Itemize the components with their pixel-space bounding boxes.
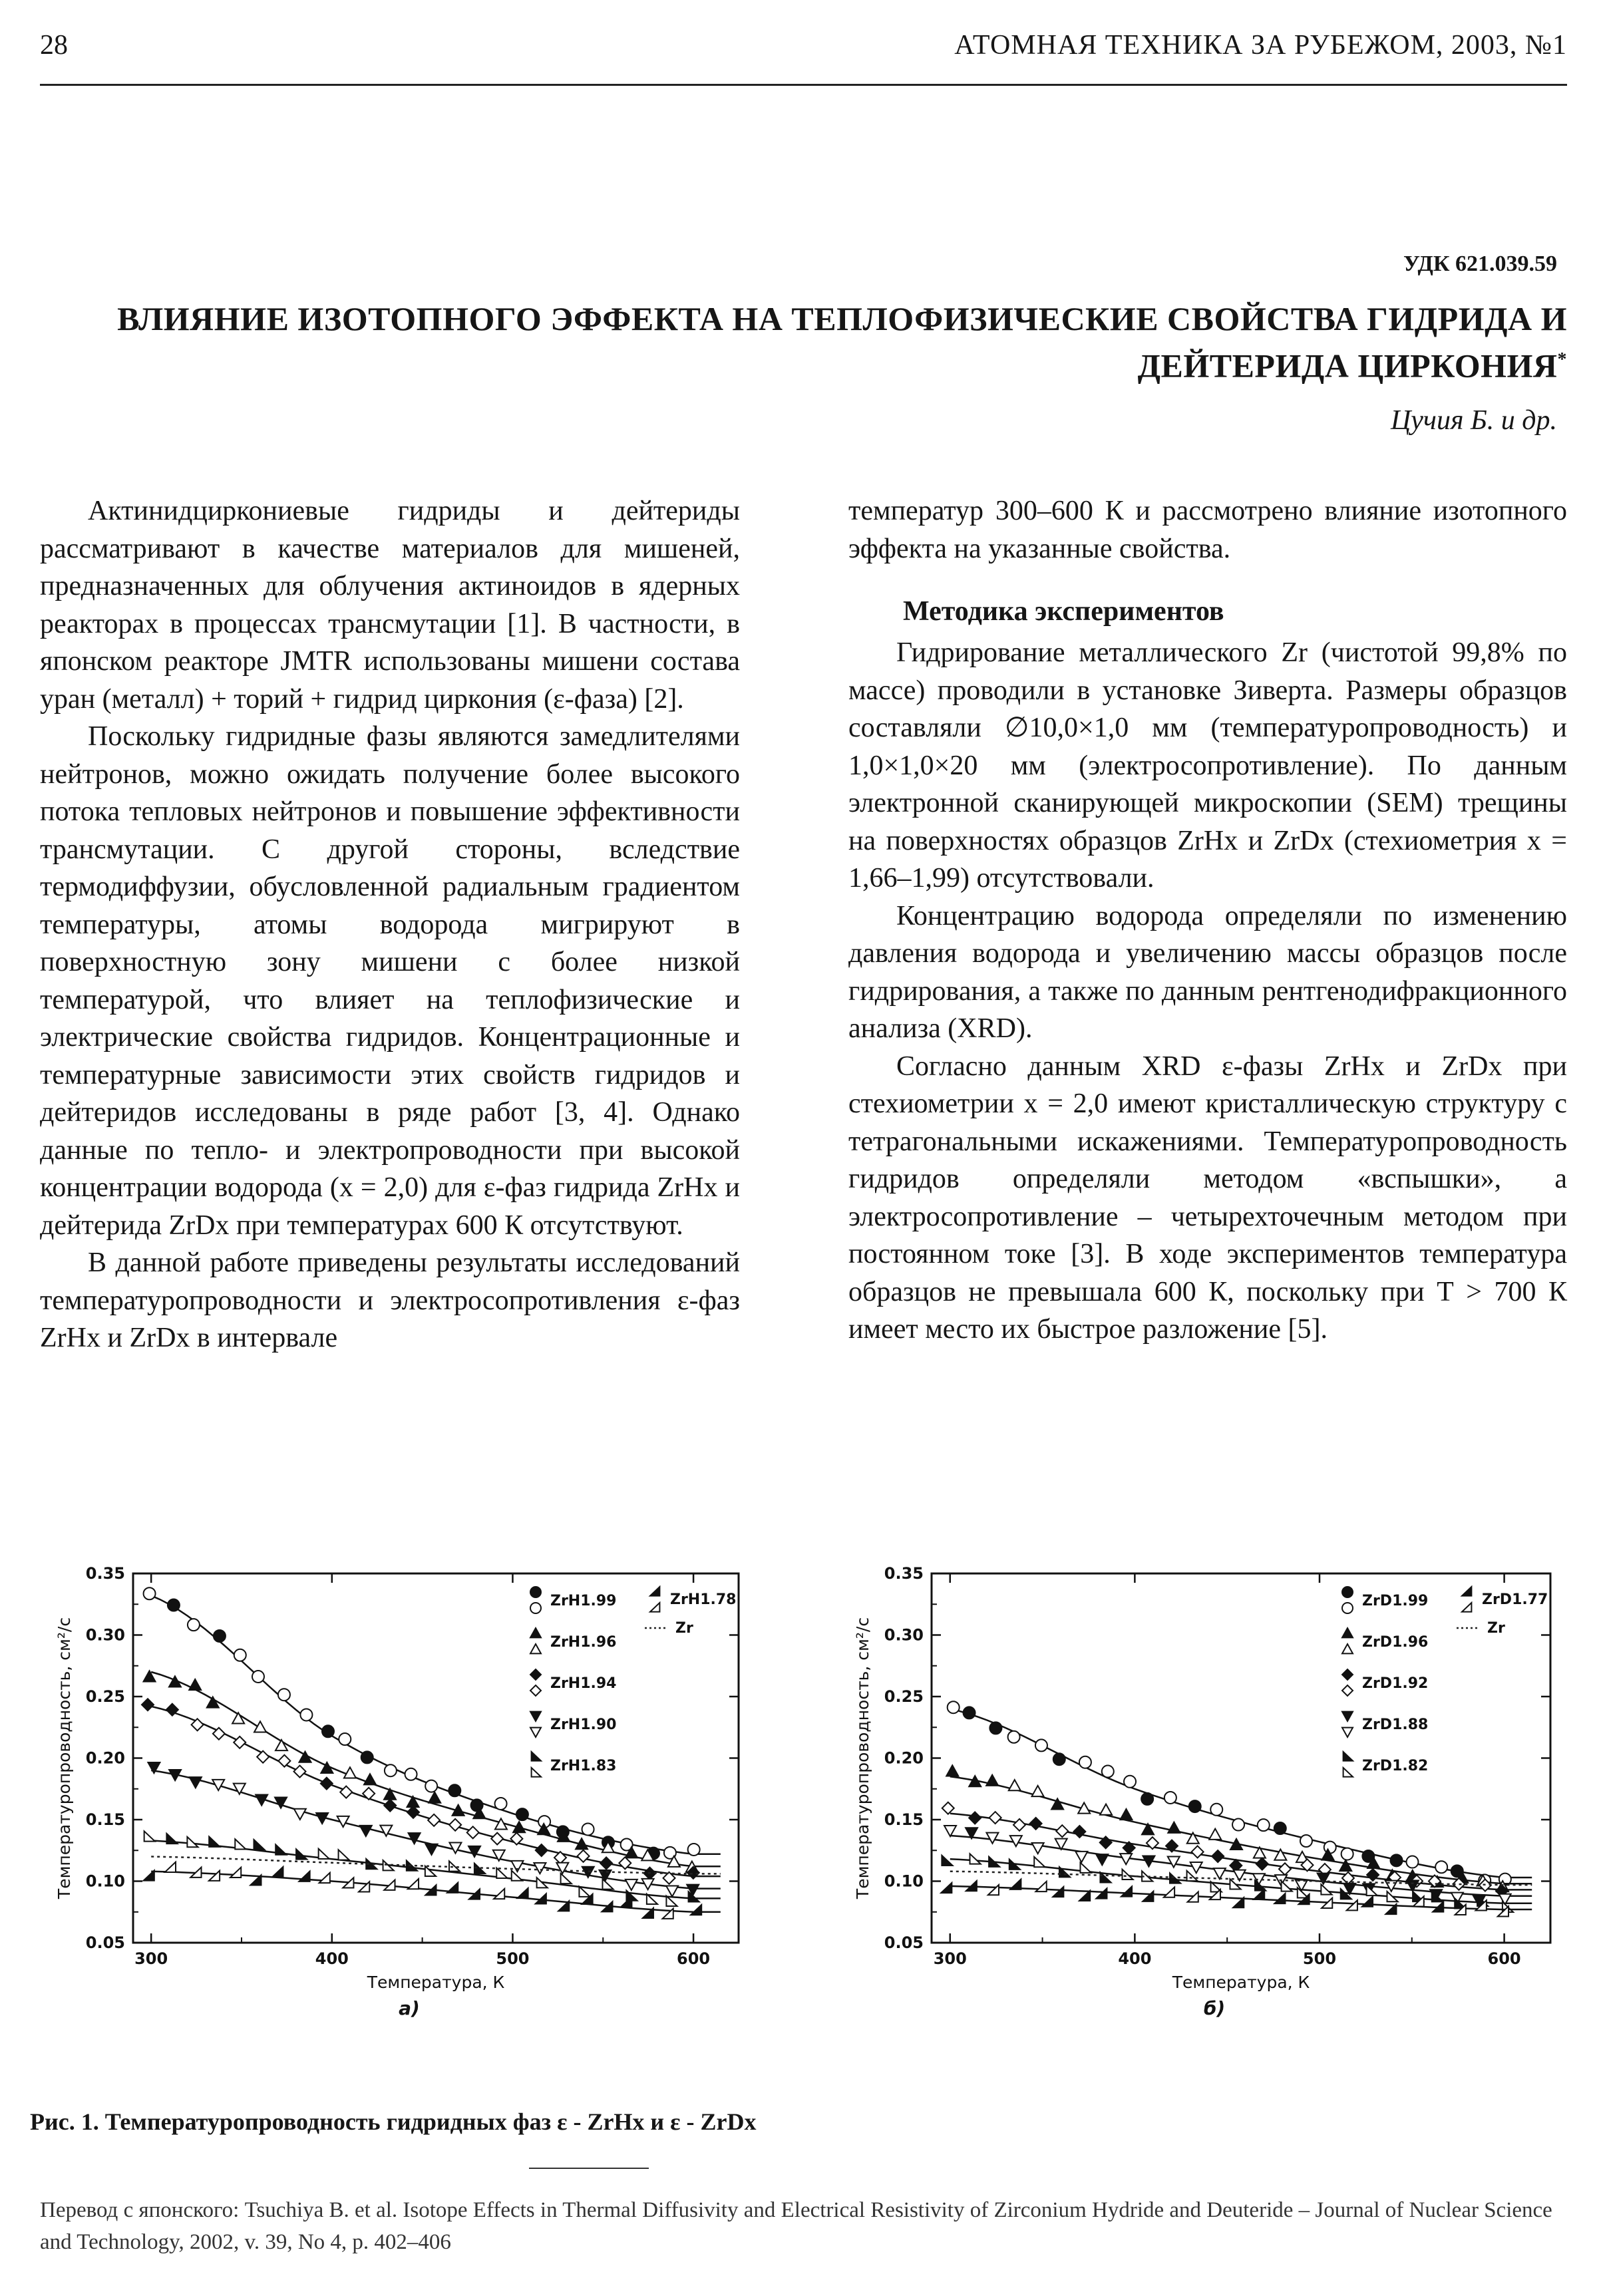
data-point <box>1032 1843 1044 1854</box>
legend-marker <box>1342 1685 1353 1696</box>
data-point <box>986 1775 998 1786</box>
legend-marker <box>1343 1768 1353 1777</box>
y-tick-label: 0.20 <box>884 1748 924 1768</box>
legend-label: ZrD1.99 <box>1362 1593 1429 1609</box>
legend-label: ZrH1.90 <box>550 1717 617 1733</box>
legend-marker <box>650 1587 659 1596</box>
figure-caption: Рис. 1. Температуропроводность гидридных фаз ε - ZrHx и ε - ZrDx <box>30 2108 757 2135</box>
data-point <box>1102 1766 1114 1778</box>
data-point <box>299 1872 309 1882</box>
data-point <box>1164 1792 1176 1804</box>
legend-label: Zr <box>1487 1620 1505 1637</box>
data-point <box>1341 1848 1353 1860</box>
data-point <box>1188 1891 1198 1901</box>
data-point <box>944 1826 956 1836</box>
data-point <box>986 1833 998 1844</box>
data-point <box>1096 1854 1108 1865</box>
series-points <box>144 1862 702 1919</box>
data-point <box>408 1879 419 1889</box>
data-point <box>385 1764 397 1776</box>
data-point <box>1032 1786 1044 1796</box>
data-point <box>491 1833 503 1845</box>
data-point <box>1030 1818 1042 1830</box>
data-point <box>1035 1739 1047 1751</box>
data-point <box>1143 1891 1153 1901</box>
data-point <box>257 1751 269 1763</box>
data-point <box>275 1844 286 1854</box>
legend-marker <box>530 1712 541 1721</box>
y-tick-label: 0.20 <box>85 1748 125 1768</box>
data-point <box>384 1789 396 1800</box>
legend-marker <box>1342 1603 1353 1613</box>
data-point <box>1056 1825 1068 1837</box>
data-point <box>964 1707 976 1719</box>
data-point <box>517 1888 528 1898</box>
series-points <box>946 1765 1508 1891</box>
udc-code: УДК 621.039.59 <box>1403 251 1557 276</box>
data-point <box>496 1868 507 1878</box>
data-point <box>319 1873 330 1883</box>
paragraph: Концентрацию водорода определяли по изменению давления водорода и увеличению массы образцов после гидрирования, а также по данным рентгенодифракционного анализа (XRD). <box>848 900 1567 1044</box>
data-point <box>235 1839 246 1849</box>
data-point <box>988 1885 999 1895</box>
data-point <box>467 1826 479 1838</box>
data-point <box>322 1725 334 1737</box>
data-point <box>1300 1835 1312 1847</box>
data-point <box>300 1709 312 1721</box>
y-axis-label: Температуропроводность, см²/с <box>55 1617 74 1899</box>
data-point <box>426 1844 438 1855</box>
data-point <box>1053 1753 1065 1765</box>
legend <box>1342 1587 1548 1777</box>
data-point <box>339 1733 351 1745</box>
data-point <box>425 1866 436 1876</box>
data-point <box>948 1701 960 1713</box>
data-point <box>536 1844 548 1856</box>
y-tick-label: 0.15 <box>85 1810 125 1829</box>
data-point <box>1141 1793 1153 1805</box>
legend-marker <box>530 1587 541 1597</box>
data-point <box>1274 1822 1286 1834</box>
legend-label: ZrH1.99 <box>550 1593 617 1609</box>
legend-marker <box>532 1752 541 1761</box>
data-point <box>165 1862 176 1872</box>
y-tick-label: 0.05 <box>884 1933 924 1952</box>
data-point <box>1009 1780 1021 1790</box>
data-point <box>970 1854 981 1864</box>
data-point <box>1339 1860 1351 1871</box>
data-point <box>429 1792 441 1803</box>
data-point <box>1120 1809 1132 1820</box>
data-point <box>1435 1861 1447 1873</box>
chart-zrh <box>27 1560 759 2019</box>
x-tick-label: 600 <box>677 1949 711 1968</box>
data-point <box>1010 1880 1021 1889</box>
title-line-1: ВЛИЯНИЕ ИЗОТОПНОГО ЭФФЕКТА НА ТЕПЛОФИЗИЧЕСКИЕ СВОЙСТВА ГИДРИДА И <box>117 300 1567 337</box>
panel-label: б) <box>1203 1997 1226 2019</box>
legend-marker <box>1342 1712 1353 1721</box>
data-point <box>946 1765 958 1776</box>
data-point <box>582 1823 594 1835</box>
data-point <box>209 1837 220 1847</box>
data-point <box>602 1901 612 1911</box>
section-heading: Методика экспериментов <box>903 596 1224 627</box>
data-point <box>691 1905 701 1915</box>
article-title <box>67 298 1567 387</box>
paragraph: Гидрирование металлического Zr (чистотой 99,8% по массе) проводили в установке Зиверта. Размеры образцов составляли ∅10,0×1,0 мм (температуропроводность) и 1,0×1,0×20 мм (электросопротивление). По данным электронной сканирующей микроскопии (SEM) трещины на поверхностях образцов ZrHx и ZrDx (стехиометрия x = 1,66–1,99) отсутствовали. <box>848 637 1567 894</box>
data-point <box>602 1879 613 1889</box>
y-tick-label: 0.25 <box>884 1687 924 1706</box>
legend-marker <box>1462 1603 1471 1612</box>
data-point <box>942 1856 952 1866</box>
data-point <box>168 1599 180 1611</box>
y-tick-label: 0.30 <box>884 1625 924 1645</box>
data-point <box>234 1649 246 1661</box>
chart-zrd <box>825 1560 1570 2019</box>
data-point <box>449 1819 461 1831</box>
data-point <box>234 1736 246 1748</box>
legend-marker <box>1462 1587 1471 1596</box>
legend-marker <box>1342 1628 1353 1637</box>
data-point <box>495 1798 507 1810</box>
data-point <box>1079 1756 1091 1768</box>
legend-label: ZrD1.92 <box>1362 1675 1429 1692</box>
data-point <box>1189 1800 1201 1812</box>
y-tick-label: 0.35 <box>884 1564 924 1583</box>
legend-marker <box>650 1603 659 1612</box>
data-point <box>296 1849 307 1859</box>
legend-label: ZrH1.96 <box>550 1634 617 1651</box>
data-point <box>407 1806 419 1818</box>
data-point <box>144 1870 154 1880</box>
data-point <box>1100 1804 1112 1815</box>
legend-marker <box>530 1728 541 1737</box>
legend-label: ZrD1.96 <box>1362 1634 1429 1651</box>
data-point <box>561 1874 572 1884</box>
legend-marker <box>530 1669 541 1680</box>
legend-label: ZrD1.88 <box>1362 1717 1429 1733</box>
data-point <box>1013 1819 1025 1831</box>
legend-label: ZrD1.77 <box>1482 1591 1548 1608</box>
data-point <box>1212 1850 1224 1862</box>
data-point <box>254 1840 264 1850</box>
legend-marker <box>1342 1587 1353 1597</box>
paragraph: Согласно данным XRD ε-фазы ZrHx и ZrDx при стехиометрии x = 2,0 имеют кристаллическую структуру с тетрагональными искажениями. Температуропроводность гидридов определяли методом «вспышки», а электросопротивление – четырехточечным методом при постоянном токе [3]. В ходе экспериментов температура образцов не превышала 600 К, поскольку при Т > 700 К имеет место их быстрое разложение [5]. <box>848 1051 1567 1345</box>
legend-marker <box>1342 1728 1353 1737</box>
data-point <box>1324 1842 1336 1854</box>
data-point <box>578 1850 590 1862</box>
data-point <box>666 1886 678 1896</box>
data-point <box>942 1802 954 1814</box>
series-points <box>942 1854 1513 1912</box>
data-point <box>1232 1819 1244 1831</box>
data-point <box>209 1871 220 1881</box>
title-line-2: ДЕЙТЕРИДА ЦИРКОНИЯ <box>1137 347 1558 385</box>
data-point <box>688 1844 700 1856</box>
legend-label: ZrD1.82 <box>1362 1758 1429 1774</box>
data-point <box>428 1814 440 1826</box>
data-point <box>232 1713 244 1723</box>
data-point <box>600 1857 612 1869</box>
page-header <box>40 24 1567 86</box>
data-point <box>384 1800 396 1812</box>
data-point <box>187 1837 198 1847</box>
data-point <box>511 1861 523 1872</box>
legend-label: ZrH1.94 <box>550 1675 617 1692</box>
x-tick-label: 400 <box>315 1949 349 1968</box>
data-point <box>361 1751 373 1763</box>
data-point <box>294 1809 306 1820</box>
data-point <box>1214 1868 1226 1879</box>
x-tick-label: 600 <box>1487 1949 1521 1968</box>
data-point <box>144 1587 156 1599</box>
data-point <box>1258 1819 1270 1831</box>
data-point <box>1209 1829 1221 1840</box>
data-point <box>189 1679 201 1690</box>
data-point <box>1168 1857 1180 1868</box>
body-column-right <box>848 492 1567 1349</box>
data-point <box>1347 1900 1357 1910</box>
data-point <box>989 1722 1001 1734</box>
data-point <box>1080 1863 1091 1873</box>
y-axis-label: Температуропроводность, см²/с <box>853 1617 872 1899</box>
data-point <box>190 1777 202 1788</box>
data-point <box>1079 1891 1090 1901</box>
footnote: Перевод с японского: Tsuchiya B. et al. Isotope Effects in Thermal Diffusivity and Electrical Resistivity of Zirconium Hydride and Deuteride – Journal of Nuclear Science and Technology, 2002, v. 39, No 4, p. 402–406 <box>40 2198 1552 2254</box>
paragraph: Актинидциркониевые гидриды и дейтериды рассматривают в качестве материалов для мишеней, предназначенных для облучения актиноидов в ядерных реакторах в процессах трансмутации [1]. В частности, в японском реакторе JMTR использованы мишени состава уран (металл) + торий + гидрид циркония (ε-фаза) [2]. <box>40 496 740 715</box>
paragraph: В данной работе приведены результаты исследований температуропроводности и электросопротивления ε-фаз ZrHx и ZrDx в интервале <box>40 1247 740 1353</box>
footnote-divider <box>529 2168 649 2169</box>
title-footnote-mark: * <box>1557 349 1567 370</box>
data-point <box>278 1689 290 1701</box>
data-point <box>1124 1776 1136 1788</box>
legend-label: ZrH1.78 <box>670 1591 737 1608</box>
x-tick-label: 500 <box>1302 1949 1337 1968</box>
data-point <box>405 1768 417 1780</box>
data-point <box>364 1774 376 1784</box>
data-point <box>1164 1887 1174 1897</box>
data-point <box>230 1868 241 1878</box>
page-number: 28 <box>40 30 68 61</box>
y-tick-label: 0.25 <box>85 1687 125 1706</box>
legend <box>530 1587 737 1777</box>
data-point <box>1122 1870 1133 1880</box>
data-point <box>344 1767 356 1778</box>
x-tick-label: 300 <box>134 1949 168 1968</box>
y-tick-label: 0.10 <box>85 1872 125 1891</box>
data-point <box>1053 1887 1063 1897</box>
data-point <box>510 1833 522 1845</box>
data-point <box>494 1889 504 1899</box>
data-point <box>447 1883 458 1893</box>
legend-marker <box>530 1685 541 1696</box>
legend-marker <box>530 1628 541 1637</box>
data-point <box>1034 1857 1045 1867</box>
data-point <box>448 1784 460 1796</box>
data-point <box>1256 1858 1268 1870</box>
data-point <box>969 1812 981 1824</box>
legend-marker <box>1342 1644 1353 1653</box>
fit-curve <box>151 1672 721 1866</box>
data-point <box>1192 1846 1204 1858</box>
chart-zrd-svg <box>825 1560 1570 2019</box>
legend-marker <box>1342 1669 1353 1680</box>
data-point <box>1168 1822 1180 1833</box>
paragraph: температур 300–600 К и рассмотрено влияние изотопного эффекта на указанные свойства. <box>848 496 1567 564</box>
data-point <box>188 1619 200 1631</box>
y-tick-label: 0.10 <box>884 1872 924 1891</box>
y-tick-label: 0.15 <box>884 1810 924 1829</box>
data-point <box>214 1630 226 1642</box>
x-tick-label: 500 <box>496 1949 530 1968</box>
authors: Цучия Б. и др. <box>1390 405 1557 436</box>
data-point <box>340 1786 352 1798</box>
data-point <box>941 1883 952 1893</box>
y-tick-label: 0.05 <box>85 1933 125 1952</box>
x-tick-label: 300 <box>933 1949 967 1968</box>
data-point <box>1362 1896 1373 1906</box>
legend-marker <box>1343 1752 1353 1761</box>
paragraph: Поскольку гидридные фазы являются замедлителями нейтронов, можно ожидать получение более высокого потока тепловых нейтронов и повышение эффективности трансмутации. С другой стороны, вследствие термодиффузии, обусловленной радиальным градиентом температуры, атомы водорода мигрируют в поверхностную зону мишени с более низкой температурой, что влияет на теплофизические и электрические свойства гидридов. Концентрационные и температурные зависимости этих свойств гидридов и дейтеридов исследованы в ряде работ [3, 4]. Однако данные по тепло- и электропроводности при высокой концентрации водорода (x = 2,0) для ε-фаз гидрида ZrHx и дейтерида ZrDx при температурах 600 К отсутствуют. <box>40 721 740 1241</box>
y-tick-label: 0.30 <box>85 1625 125 1645</box>
x-tick-label: 400 <box>1118 1949 1152 1968</box>
data-point <box>1210 1804 1222 1816</box>
data-point <box>625 1880 637 1890</box>
legend-label: ZrH1.83 <box>550 1758 617 1774</box>
body-column-left <box>40 492 740 1357</box>
journal-title: АТОМНАЯ ТЕХНИКА ЗА РУБЕЖОМ, 2003, №1 <box>954 30 1567 61</box>
data-point <box>1274 1893 1285 1903</box>
data-point <box>534 1863 546 1874</box>
y-tick-label: 0.35 <box>85 1564 125 1583</box>
data-point <box>254 1721 266 1732</box>
data-point <box>166 1834 177 1844</box>
chart-zrh-svg <box>27 1560 759 2019</box>
data-point <box>1391 1854 1403 1866</box>
data-point <box>516 1808 528 1820</box>
data-point <box>142 1699 154 1711</box>
data-point <box>1008 1731 1020 1743</box>
legend-marker <box>530 1603 541 1613</box>
x-axis-label: Температура, К <box>1172 1973 1310 1992</box>
data-point <box>360 1826 372 1836</box>
data-point <box>321 1778 333 1790</box>
data-point <box>252 1671 264 1683</box>
data-point <box>1406 1856 1418 1868</box>
x-axis-label: Температура, К <box>367 1973 505 1992</box>
data-point <box>1321 1884 1331 1894</box>
data-point <box>1036 1882 1047 1891</box>
data-point <box>144 1831 155 1841</box>
data-point <box>1096 1888 1107 1898</box>
data-point <box>319 1849 329 1859</box>
legend-label: Zr <box>675 1620 693 1637</box>
legend-marker <box>532 1768 541 1777</box>
data-point <box>272 1867 283 1877</box>
data-point <box>425 1780 437 1792</box>
data-point <box>275 1740 287 1750</box>
data-point <box>1279 1863 1291 1875</box>
data-point <box>294 1766 306 1778</box>
data-point <box>989 1812 1001 1824</box>
data-point <box>1282 1881 1292 1891</box>
data-point <box>1121 1886 1132 1896</box>
data-point <box>278 1755 290 1767</box>
legend-marker <box>530 1644 541 1653</box>
data-point <box>1075 1852 1087 1862</box>
data-point <box>339 1850 349 1860</box>
panel-label: а) <box>399 1997 420 2019</box>
